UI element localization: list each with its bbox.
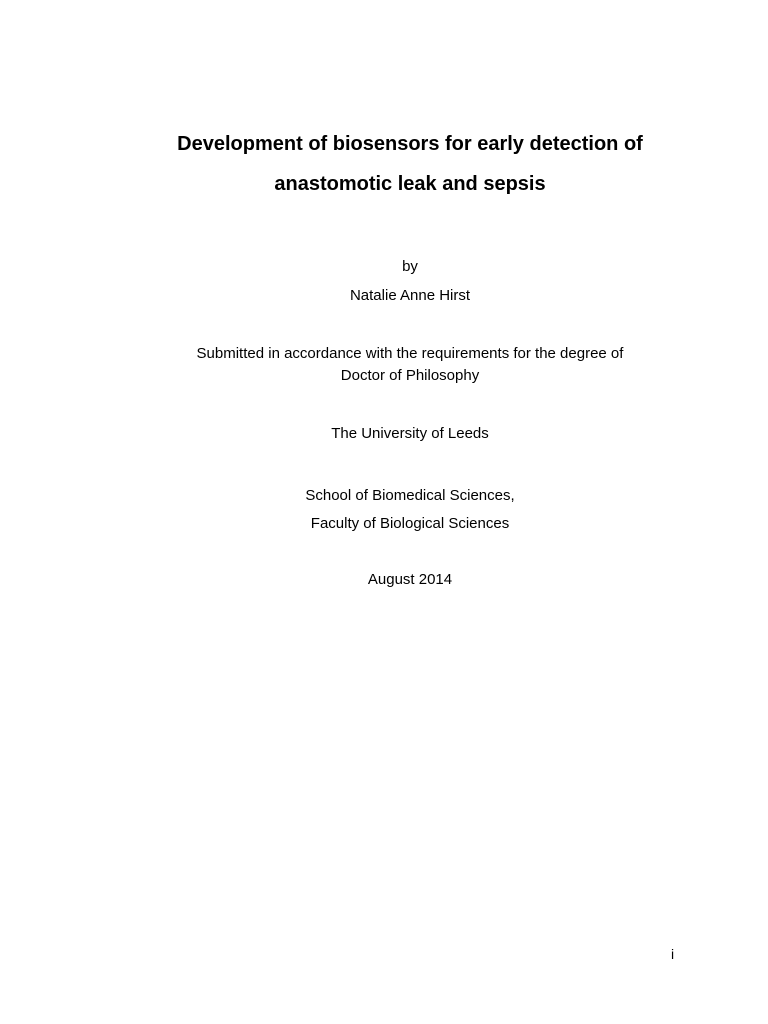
- submission-date: August 2014: [367, 571, 453, 588]
- author-name: Natalie Anne Hirst: [349, 287, 471, 304]
- thesis-title: [160, 124, 660, 204]
- by-label: by: [402, 258, 418, 275]
- submission-line-2: Doctor of Philosophy: [340, 367, 480, 384]
- thesis-title-line-1: Development of biosensors for early detection of: [177, 133, 643, 155]
- university-name: The University of Leeds: [331, 425, 489, 442]
- page-number: i: [671, 946, 675, 962]
- school-faculty: [160, 482, 660, 538]
- faculty-name: Faculty of Biological Sciences: [310, 515, 510, 532]
- submission-statement: [160, 343, 660, 387]
- submission-line-1: Submitted in accordance with the requirements for the degree of: [196, 345, 624, 362]
- thesis-title-line-2: anastomotic leak and sepsis: [274, 173, 546, 195]
- school-name: School of Biomedical Sciences,: [305, 487, 515, 504]
